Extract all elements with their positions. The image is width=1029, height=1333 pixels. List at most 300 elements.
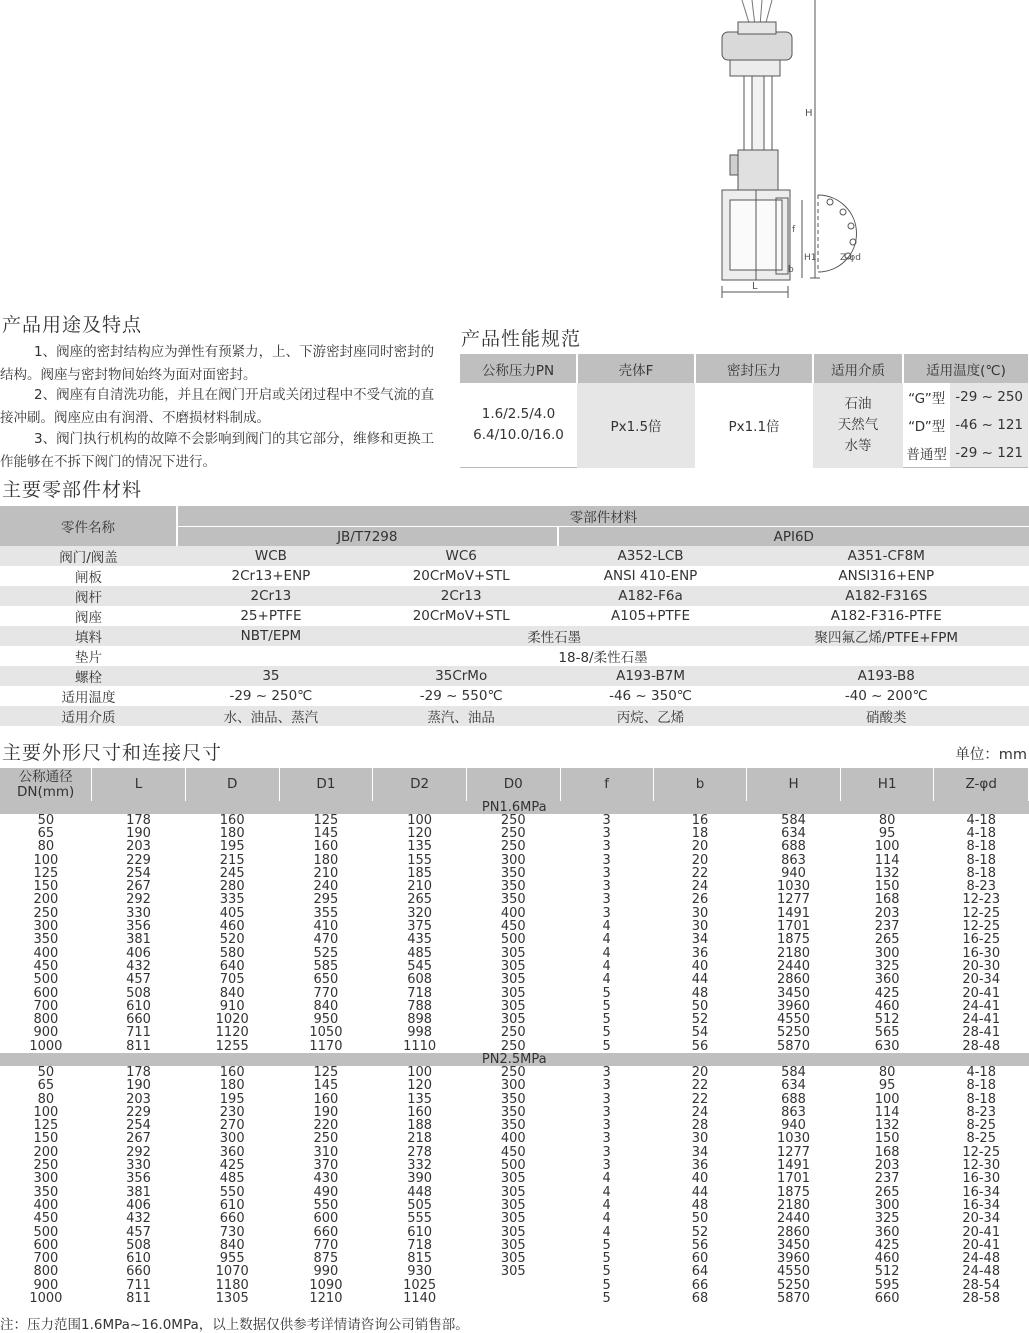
dims-cell: 150 bbox=[874, 1131, 900, 1147]
perf-table bbox=[460, 354, 1028, 468]
dims-cell: 1000 bbox=[29, 1291, 63, 1307]
dims-cell: 180 bbox=[219, 825, 245, 841]
materials-cell: 水、油品、蒸汽 bbox=[177, 706, 365, 726]
materials-cell: ANSI 410-ENP bbox=[558, 566, 744, 586]
dims-cell: 4 bbox=[602, 1184, 611, 1200]
perf-shell: Px1.5倍 bbox=[577, 383, 695, 468]
materials-cell: 柔性石墨 bbox=[365, 626, 744, 646]
dims-cell: 12-23 bbox=[962, 892, 1001, 908]
uses-paragraph-2: 2、阀座有自清洗功能，并且在阀门开启或关闭过程中不受气流的直接冲刷。阀座应由有润滑、不磨损材料制成。 bbox=[0, 387, 435, 426]
dim-label-f: f bbox=[792, 225, 796, 235]
dims-cell: 5 bbox=[602, 1291, 611, 1307]
dims-cell: 114 bbox=[874, 852, 900, 868]
materials-cell: A105+PTFE bbox=[558, 606, 744, 626]
uses-title: 产品用途及特点 bbox=[2, 314, 143, 336]
perf-temp-range-normal: -29 ~ 121 bbox=[950, 439, 1028, 468]
perf-header-media: 适用介质 bbox=[813, 354, 903, 383]
dims-cell: 16-30 bbox=[962, 1171, 1001, 1187]
dims-cell: 4-18 bbox=[966, 1064, 996, 1080]
dims-cell: 178 bbox=[126, 1064, 151, 1080]
dims-cell: 634 bbox=[781, 825, 806, 841]
dims-cell: 24-41 bbox=[962, 1012, 1001, 1028]
dims-cell: 718 bbox=[407, 985, 433, 1001]
dims-cell: 16-34 bbox=[962, 1184, 1001, 1200]
dim-label-z: Z-φd bbox=[840, 253, 861, 263]
materials-title: 主要零部件材料 bbox=[2, 479, 143, 501]
dims-cell: 5 bbox=[602, 1251, 611, 1267]
dims-cell: 800 bbox=[33, 1264, 59, 1280]
perf-pressure-1: 1.6/2.5/4.0 bbox=[481, 406, 556, 422]
dims-cell: 4-18 bbox=[966, 825, 996, 841]
dims-cell: 210 bbox=[407, 879, 433, 895]
dims-cell: 584 bbox=[781, 812, 806, 828]
dims-cell: 245 bbox=[219, 865, 245, 881]
dims-cell: 1090 bbox=[309, 1277, 343, 1293]
dims-cell: 160 bbox=[219, 1064, 245, 1080]
dims-cell: 5 bbox=[602, 1038, 611, 1054]
dims-cell: 448 bbox=[407, 1184, 433, 1200]
dims-cell: 16-34 bbox=[962, 1197, 1001, 1213]
dims-cell: 840 bbox=[313, 998, 339, 1014]
dims-cell: 203 bbox=[874, 905, 900, 921]
dims-cell: 660 bbox=[874, 1291, 900, 1307]
dims-cell bbox=[467, 1292, 561, 1305]
dims-cell: 1701 bbox=[776, 919, 811, 935]
dims-header-cell: f bbox=[560, 768, 653, 801]
materials-row-name: 阀杆 bbox=[0, 586, 177, 606]
dims-cell: 155 bbox=[407, 852, 433, 868]
dims-cell: 4 bbox=[602, 972, 611, 988]
materials-cell: WC6 bbox=[365, 546, 558, 566]
dims-cell: 203 bbox=[126, 839, 151, 855]
dims-cell: 50 bbox=[37, 812, 55, 828]
dims-cell: 305 bbox=[500, 972, 526, 988]
dims-cell: 788 bbox=[407, 998, 433, 1014]
dims-cell: 3 bbox=[602, 1118, 611, 1134]
dims-cell: 3 bbox=[602, 812, 611, 828]
dims-cell: 218 bbox=[407, 1131, 433, 1147]
dims-cell: 24 bbox=[691, 879, 709, 895]
dims-row bbox=[0, 974, 1029, 987]
dims-cell: 305 bbox=[500, 1184, 526, 1200]
perf-temp-type-normal: 普通型 bbox=[903, 439, 950, 468]
dims-cell: 150 bbox=[33, 879, 59, 895]
dims-cell: 8-23 bbox=[966, 1104, 996, 1120]
dims-cell: 120 bbox=[407, 1078, 433, 1094]
dims-cell: 4 bbox=[602, 1211, 611, 1227]
dims-cell: 356 bbox=[126, 1171, 151, 1187]
dims-cell: 400 bbox=[500, 905, 526, 921]
perf-temp-type-d: “D”型 bbox=[903, 411, 950, 439]
dims-cell: 20-34 bbox=[962, 1211, 1001, 1227]
dims-cell: 1070 bbox=[215, 1264, 249, 1280]
dims-cell: 550 bbox=[313, 1197, 339, 1213]
dims-table bbox=[0, 768, 1029, 1306]
dims-cell: 250 bbox=[500, 1038, 526, 1054]
materials-cell: -46 ~ 350℃ bbox=[558, 686, 744, 706]
dims-cell: 68 bbox=[691, 1291, 709, 1307]
dims-cell: 325 bbox=[874, 958, 900, 974]
dims-cell: 190 bbox=[126, 825, 151, 841]
dims-cell: 898 bbox=[407, 1012, 433, 1028]
dims-cell: 135 bbox=[407, 839, 433, 855]
uses-paragraph-1: 1、阀座的密封结构应为弹性有预紧力，上、下游密封座同时密封的结构。阀座与密封物间始终为面对面密封。 bbox=[0, 344, 435, 383]
dims-cell: 770 bbox=[313, 985, 339, 1001]
materials-cell: 20CrMoV+STL bbox=[365, 566, 558, 586]
dims-cell: 265 bbox=[874, 1184, 900, 1200]
dims-cell: 3 bbox=[602, 839, 611, 855]
dims-cell: 188 bbox=[407, 1118, 433, 1134]
dims-cell: 425 bbox=[874, 985, 900, 1001]
dims-cell: 250 bbox=[500, 825, 526, 841]
materials-cell: A182-F316-PTFE bbox=[744, 606, 1029, 626]
dims-cell: 254 bbox=[126, 1118, 151, 1134]
dims-cell: 80 bbox=[878, 812, 896, 828]
dims-cell: 545 bbox=[407, 958, 433, 974]
dims-cell: 1030 bbox=[776, 879, 811, 895]
dims-cell: 381 bbox=[126, 1184, 151, 1200]
materials-cell: 2Cr13+ENP bbox=[177, 566, 365, 586]
materials-cell: 20CrMoV+STL bbox=[365, 606, 558, 626]
dims-cell: 460 bbox=[219, 919, 245, 935]
dims-cell: 80 bbox=[37, 839, 55, 855]
dims-cell: 4 bbox=[602, 919, 611, 935]
dims-title: 主要外形尺寸和连接尺寸 bbox=[2, 742, 223, 764]
dims-cell: 940 bbox=[781, 1118, 806, 1134]
dims-cell: 125 bbox=[313, 812, 339, 828]
dims-cell: 195 bbox=[219, 839, 245, 855]
dims-cell: 4 bbox=[602, 1224, 611, 1240]
dims-cell: 185 bbox=[407, 865, 433, 881]
materials-cell: ANSI316+ENP bbox=[744, 566, 1029, 586]
dims-header-cell: 公称通径 DN(mm) bbox=[0, 768, 92, 801]
dims-cell: 300 bbox=[33, 1171, 59, 1187]
dims-cell: 95 bbox=[878, 1078, 896, 1094]
dims-cell: 500 bbox=[500, 932, 526, 948]
dims-cell: 305 bbox=[500, 958, 526, 974]
dims-cell: 840 bbox=[219, 985, 245, 1001]
dims-cell: 28-48 bbox=[962, 1038, 1001, 1054]
dims-cell: 237 bbox=[874, 1171, 900, 1187]
dims-cell: 135 bbox=[407, 1091, 433, 1107]
dims-cell: 1210 bbox=[309, 1291, 343, 1307]
dims-cell: 66 bbox=[691, 1277, 709, 1293]
dims-cell: 2180 bbox=[776, 945, 811, 961]
dims-cell: 1030 bbox=[776, 1131, 811, 1147]
dims-cell: 40 bbox=[691, 1171, 709, 1187]
dims-cell: 8-18 bbox=[966, 839, 996, 855]
dims-row bbox=[0, 934, 1029, 947]
dims-cell: 400 bbox=[500, 1131, 526, 1147]
dims-cell: 800 bbox=[33, 1012, 59, 1028]
dims-cell: 1050 bbox=[309, 1025, 343, 1041]
dims-cell: 5 bbox=[602, 985, 611, 1001]
dims-cell: 400 bbox=[33, 945, 59, 961]
dims-cell: 5250 bbox=[776, 1025, 811, 1041]
dims-cell: 20 bbox=[691, 839, 709, 855]
dims-cell: 600 bbox=[33, 985, 59, 1001]
dims-cell: 4-18 bbox=[966, 812, 996, 828]
materials-row-name: 阀门/阀盖 bbox=[0, 546, 177, 566]
dims-cell: 20 bbox=[691, 852, 709, 868]
materials-cell: 2Cr13 bbox=[365, 586, 558, 606]
dims-cell: 230 bbox=[219, 1104, 245, 1120]
dims-cell: 405 bbox=[219, 905, 245, 921]
dims-cell: 634 bbox=[781, 1078, 806, 1094]
uses-paragraph-3: 3、阀门执行机构的故障不会影响到阀门的其它部分，维修和更换工作能够在不拆下阀门的情况下进行。 bbox=[0, 431, 435, 470]
materials-cell: 18-8/柔性石墨 bbox=[177, 646, 1029, 666]
dims-cell: 8-18 bbox=[966, 1091, 996, 1107]
dims-cell: 325 bbox=[874, 1211, 900, 1227]
dims-cell: 18 bbox=[691, 825, 709, 841]
dims-cell: 863 bbox=[781, 1104, 806, 1120]
dims-cell: 120 bbox=[407, 825, 433, 841]
dims-cell: 500 bbox=[33, 1224, 59, 1240]
dims-cell: 250 bbox=[500, 812, 526, 828]
dims-cell: 485 bbox=[219, 1171, 245, 1187]
dims-cell: 5 bbox=[602, 1025, 611, 1041]
dims-cell: 1255 bbox=[215, 1038, 249, 1054]
dims-cell: 610 bbox=[126, 1251, 151, 1267]
dim-label-h1: H1 bbox=[804, 253, 817, 263]
dims-cell: 555 bbox=[407, 1211, 433, 1227]
dims-cell: 500 bbox=[33, 972, 59, 988]
dims-cell: 44 bbox=[691, 972, 709, 988]
dims-cell: 34 bbox=[691, 1144, 709, 1160]
dims-cell: 435 bbox=[407, 932, 433, 948]
materials-row bbox=[0, 606, 1029, 626]
dims-cell: 48 bbox=[691, 1197, 709, 1213]
dims-cell: 8-18 bbox=[966, 865, 996, 881]
dims-cell: 450 bbox=[500, 1144, 526, 1160]
dims-cell: 1875 bbox=[776, 1184, 811, 1200]
dims-cell: 305 bbox=[500, 1197, 526, 1213]
dims-cell: 254 bbox=[126, 865, 151, 881]
materials-cell: A193-B7M bbox=[558, 666, 744, 686]
dims-cell: 584 bbox=[781, 1064, 806, 1080]
dims-cell: 2440 bbox=[776, 958, 811, 974]
dims-cell: 335 bbox=[219, 892, 245, 908]
dims-cell: 300 bbox=[219, 1131, 245, 1147]
dims-cell: 1110 bbox=[403, 1038, 437, 1054]
dims-header-cell: L bbox=[92, 768, 186, 801]
dims-cell: 3450 bbox=[776, 1237, 811, 1253]
dims-cell: 3 bbox=[602, 1064, 611, 1080]
dims-header-cell: b bbox=[653, 768, 746, 801]
dims-cell: 1491 bbox=[776, 1158, 811, 1174]
dims-cell: 22 bbox=[691, 865, 709, 881]
dims-cell: 950 bbox=[313, 1012, 339, 1028]
dims-cell: 500 bbox=[500, 1158, 526, 1174]
dims-cell: 240 bbox=[313, 879, 339, 895]
dim-label-l: L bbox=[752, 281, 758, 292]
dims-cell: 3 bbox=[602, 892, 611, 908]
dims-cell: 44 bbox=[691, 1184, 709, 1200]
dims-cell: 4550 bbox=[776, 1012, 811, 1028]
dims-cell: 3 bbox=[602, 865, 611, 881]
materials-cell: A182-F316S bbox=[744, 586, 1029, 606]
dims-cell: 100 bbox=[874, 1091, 900, 1107]
dims-cell: 180 bbox=[219, 1078, 245, 1094]
dims-cell: 930 bbox=[407, 1264, 433, 1280]
dims-cell: 28 bbox=[691, 1118, 709, 1134]
dims-cell bbox=[467, 1279, 561, 1292]
dims-cell: 355 bbox=[313, 905, 339, 921]
perf-seal: Px1.1倍 bbox=[695, 383, 813, 468]
dims-cell: 4 bbox=[602, 932, 611, 948]
materials-row bbox=[0, 566, 1029, 586]
dims-cell: 705 bbox=[219, 972, 245, 988]
dims-cell: 8-25 bbox=[966, 1131, 996, 1147]
dims-cell: 16-25 bbox=[962, 932, 1001, 948]
dims-cell: 80 bbox=[878, 1064, 896, 1080]
dims-cell: 1120 bbox=[215, 1025, 249, 1041]
materials-row bbox=[0, 586, 1029, 606]
materials-cell: A352-LCB bbox=[558, 546, 744, 566]
dims-cell: 432 bbox=[126, 1211, 151, 1227]
dims-cell: 3 bbox=[602, 1078, 611, 1094]
dims-cell: 875 bbox=[313, 1251, 339, 1267]
dims-cell: 470 bbox=[313, 932, 339, 948]
dims-cell: 36 bbox=[691, 945, 709, 961]
dims-cell: 600 bbox=[313, 1211, 339, 1227]
dims-cell: 20 bbox=[691, 1064, 709, 1080]
dims-cell: 295 bbox=[313, 892, 339, 908]
dims-cell: 1020 bbox=[215, 1012, 249, 1028]
dims-cell: 5870 bbox=[776, 1291, 811, 1307]
dims-cell: 815 bbox=[407, 1251, 433, 1267]
dims-cell: 229 bbox=[126, 852, 151, 868]
dims-cell: 237 bbox=[874, 919, 900, 935]
perf-media-2: 天然气 bbox=[837, 416, 879, 433]
dims-cell: 20-41 bbox=[962, 985, 1001, 1001]
dims-row bbox=[0, 1292, 1029, 1305]
dims-cell: 350 bbox=[500, 1118, 526, 1134]
dims-cell: 490 bbox=[313, 1184, 339, 1200]
dims-cell: 305 bbox=[500, 1251, 526, 1267]
dims-cell: 28-54 bbox=[962, 1277, 1001, 1293]
dims-cell: 267 bbox=[126, 879, 151, 895]
dims-cell: 203 bbox=[126, 1091, 151, 1107]
dims-cell: 12-25 bbox=[962, 905, 1001, 921]
perf-header-seal: 密封压力 bbox=[695, 354, 813, 383]
dims-cell: 840 bbox=[219, 1237, 245, 1253]
materials-header-name: 零件名称 bbox=[0, 506, 177, 546]
materials-cell: NBT/EPM bbox=[177, 626, 365, 646]
dims-cell: 220 bbox=[313, 1118, 339, 1134]
dims-row bbox=[0, 1213, 1029, 1226]
dims-cell: 80 bbox=[37, 1091, 55, 1107]
dims-cell: 320 bbox=[407, 905, 433, 921]
dims-cell: 608 bbox=[407, 972, 433, 988]
dims-cell: 100 bbox=[874, 839, 900, 855]
materials-cell: -29 ~ 550℃ bbox=[365, 686, 558, 706]
dims-cell: 1140 bbox=[403, 1291, 437, 1307]
dims-cell: 250 bbox=[33, 905, 59, 921]
materials-cell: A193-B8 bbox=[744, 666, 1029, 686]
dims-cell: 5 bbox=[602, 1264, 611, 1280]
dims-cell: 12-25 bbox=[962, 1144, 1001, 1160]
dims-cell: 145 bbox=[313, 1078, 339, 1094]
dims-cell: 292 bbox=[126, 892, 151, 908]
dims-cell: 512 bbox=[874, 1264, 900, 1280]
dims-cell: 24 bbox=[691, 1104, 709, 1120]
dims-cell: 1180 bbox=[215, 1277, 249, 1293]
materials-cell: 丙烷、乙烯 bbox=[558, 706, 744, 726]
dims-cell: 48 bbox=[691, 985, 709, 1001]
dims-cell: 132 bbox=[874, 865, 900, 881]
dims-cell: 460 bbox=[874, 1251, 900, 1267]
dims-cell: 640 bbox=[219, 958, 245, 974]
dims-cell: 610 bbox=[126, 998, 151, 1014]
dims-cell: 900 bbox=[33, 1025, 59, 1041]
dims-cell: 520 bbox=[219, 932, 245, 948]
dims-cell: 300 bbox=[874, 945, 900, 961]
dims-header-cell: D2 bbox=[373, 768, 467, 801]
materials-row-name: 阀座 bbox=[0, 606, 177, 626]
dims-cell: 150 bbox=[33, 1131, 59, 1147]
dims-cell: 100 bbox=[407, 812, 433, 828]
materials-cell: 聚四氟乙烯/PTFE+FPM bbox=[744, 626, 1029, 646]
dim-label-b: b bbox=[788, 265, 794, 275]
dims-cell: 900 bbox=[33, 1277, 59, 1293]
dims-cell: 267 bbox=[126, 1131, 151, 1147]
dims-header-cell: D0 bbox=[467, 768, 561, 801]
dims-cell: 610 bbox=[407, 1224, 433, 1240]
dims-cell: 168 bbox=[874, 892, 900, 908]
dims-cell: 432 bbox=[126, 958, 151, 974]
dims-cell: 610 bbox=[219, 1197, 245, 1213]
dims-cell: 508 bbox=[126, 1237, 151, 1253]
materials-cell: A351-CF8M bbox=[744, 546, 1029, 566]
dims-cell: 24-41 bbox=[962, 998, 1001, 1014]
dims-cell: 350 bbox=[500, 1091, 526, 1107]
dims-cell: 3 bbox=[602, 1131, 611, 1147]
dims-cell: 460 bbox=[874, 998, 900, 1014]
dims-cell: 3960 bbox=[776, 1251, 811, 1267]
dims-cell: 1170 bbox=[309, 1038, 343, 1054]
dim-label-h: H bbox=[805, 108, 813, 119]
dims-cell: 100 bbox=[33, 852, 59, 868]
perf-temp-type-g: “G”型 bbox=[903, 383, 950, 411]
dims-cell: 300 bbox=[33, 919, 59, 935]
dims-cell: 64 bbox=[691, 1264, 709, 1280]
dims-cell: 50 bbox=[37, 1064, 55, 1080]
dims-cell: 350 bbox=[33, 932, 59, 948]
dims-cell: 50 bbox=[691, 1211, 709, 1227]
dims-cell: 3 bbox=[602, 825, 611, 841]
dims-cell: 565 bbox=[874, 1025, 900, 1041]
dims-cell: 3 bbox=[602, 905, 611, 921]
footnote: 注：压力范围1.6MPa~16.0MPa，以上数据仅供参考详情请咨询公司销售部。 bbox=[0, 1317, 469, 1333]
dims-section-label: PN1.6MPa bbox=[0, 801, 1029, 814]
materials-row-name: 填料 bbox=[0, 626, 177, 646]
dims-cell: 2860 bbox=[776, 1224, 811, 1240]
materials-cell: -29 ~ 250℃ bbox=[177, 686, 365, 706]
dims-cell: 145 bbox=[313, 825, 339, 841]
dims-cell: 525 bbox=[313, 945, 339, 961]
materials-header-std2: API6D bbox=[558, 527, 1029, 547]
dims-cell: 5 bbox=[602, 1277, 611, 1293]
dims-cell: 150 bbox=[874, 879, 900, 895]
dims-cell: 60 bbox=[691, 1251, 709, 1267]
materials-cell: WCB bbox=[177, 546, 365, 566]
dims-cell: 2860 bbox=[776, 972, 811, 988]
dims-cell: 711 bbox=[126, 1025, 151, 1041]
dims-cell: 305 bbox=[500, 1171, 526, 1187]
dims-cell: 505 bbox=[407, 1197, 433, 1213]
dims-cell: 660 bbox=[313, 1224, 339, 1240]
